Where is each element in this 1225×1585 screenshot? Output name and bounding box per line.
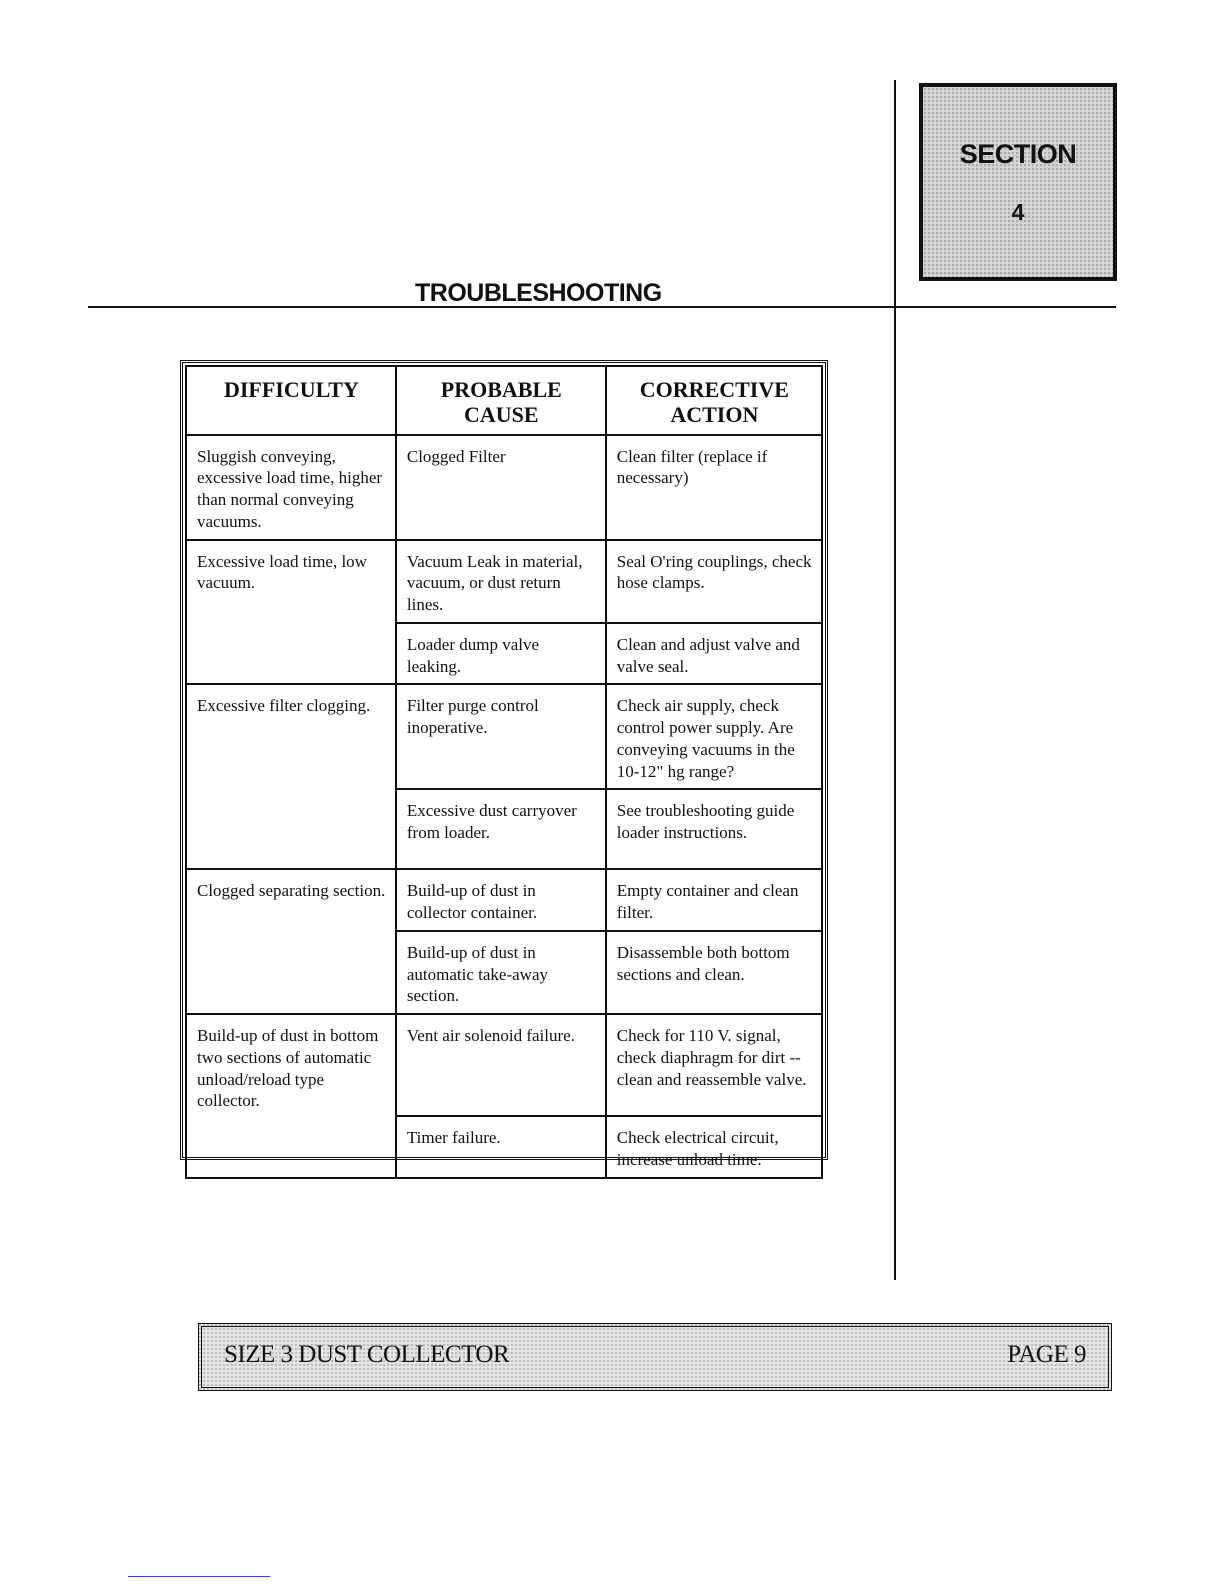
difficulty-cell: Clogged separating section. xyxy=(186,869,396,1014)
table-row xyxy=(186,684,822,789)
section-badge xyxy=(919,83,1117,281)
cause-cell: Filter purge control inoperative. xyxy=(396,684,606,789)
page-title: TROUBLESHOOTING xyxy=(415,279,662,307)
section-label: SECTION xyxy=(959,139,1077,169)
troubleshooting-table-frame xyxy=(180,360,828,1169)
cause-cell: Build-up of dust in automatic take-away section. xyxy=(396,931,606,1014)
table-header-row xyxy=(186,366,822,435)
difficulty-cell: Excessive load time, low vacuum. xyxy=(186,540,396,685)
action-cell: Check for 110 V. signal, check diaphragm for dirt --clean and reassemble valve. xyxy=(606,1014,822,1116)
cause-cell: Vent air solenoid failure. xyxy=(396,1014,606,1116)
footer-banner xyxy=(198,1323,1112,1391)
action-cell: Check electrical circuit, increase unload time. xyxy=(606,1116,822,1178)
cause-cell: Build-up of dust in collector container. xyxy=(396,869,606,931)
table-row xyxy=(186,1014,822,1116)
section-number: 4 xyxy=(1011,199,1025,225)
header-probable-cause: PROBABLE CAUSE xyxy=(396,366,606,435)
difficulty-cell: Excessive filter clogging. xyxy=(186,684,396,869)
header-corrective-action: CORRECTIVE ACTION xyxy=(606,366,822,435)
action-cell: Empty container and clean filter. xyxy=(606,869,822,931)
cause-cell: Clogged Filter xyxy=(396,435,606,540)
action-cell: Seal O'ring couplings, check hose clamps. xyxy=(606,540,822,623)
cause-cell: Loader dump valve leaking. xyxy=(396,623,606,685)
action-cell: Check air supply, check control power supply. Are conveying vacuums in the 10-12" hg range? xyxy=(606,684,822,789)
action-cell: Clean and adjust valve and valve seal. xyxy=(606,623,822,685)
footer-page-number: PAGE 9 xyxy=(1007,1341,1086,1368)
cause-cell: Timer failure. xyxy=(396,1116,606,1178)
difficulty-cell: Build-up of dust in bottom two sections of automatic unload/reload type collector. xyxy=(186,1014,396,1178)
action-cell: See troubleshooting guide loader instructions. xyxy=(606,789,822,869)
table-row xyxy=(186,869,822,931)
action-cell: Disassemble both bottom sections and clean. xyxy=(606,931,822,1014)
difficulty-cell: Sluggish conveying, excessive load time, higher than normal conveying vacuums. xyxy=(186,435,396,540)
cause-cell: Excessive dust carryover from loader. xyxy=(396,789,606,869)
bottom-divider xyxy=(128,1576,270,1577)
action-cell: Clean filter (replace if necessary) xyxy=(606,435,822,540)
footer-product: SIZE 3 DUST COLLECTOR xyxy=(224,1341,510,1368)
troubleshooting-table xyxy=(185,365,823,1179)
table-row xyxy=(186,540,822,623)
table-row xyxy=(186,435,822,540)
cause-cell: Vacuum Leak in material, vacuum, or dust return lines. xyxy=(396,540,606,623)
vertical-rule xyxy=(894,80,896,1280)
header-difficulty: DIFFICULTY xyxy=(186,366,396,435)
